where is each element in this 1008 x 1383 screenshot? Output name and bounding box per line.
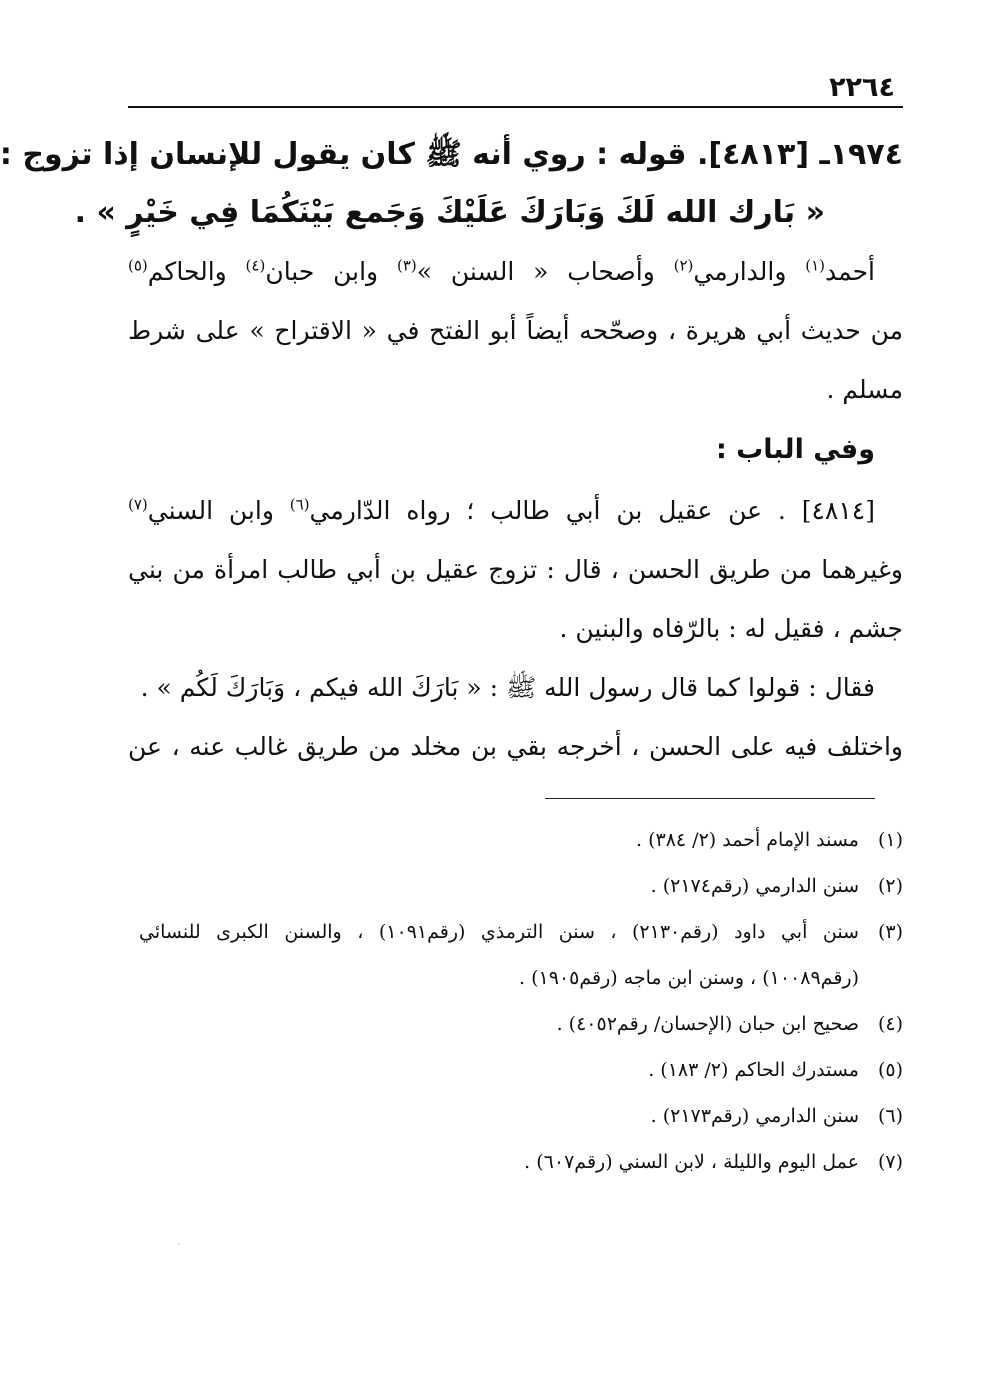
paragraph-line — [128, 242, 903, 301]
scan-speck — [178, 1243, 180, 1245]
footnote-marker[interactable]: (٥) — [128, 256, 148, 275]
footnote-marker[interactable]: (٧) — [128, 495, 148, 514]
paragraph-line: وغيرهما من طريق الحسن ، قال : تزوج عقيل بن أبي طالب امرأة من بني — [128, 555, 903, 584]
text-segment: والدارمي — [693, 257, 806, 286]
paragraph-line: فقال : قولوا كما قال رسول الله ﷺ : « بَارَكَ الله فيكم ، وَبَارَكَ لَكُم » . — [140, 673, 875, 702]
footnote-item — [128, 1001, 903, 1047]
footnote-text: مستدرك الحاكم (٢/ ١٨٣) . — [648, 1059, 859, 1081]
paragraph-line: مسلم . — [826, 375, 903, 404]
footnote-marker[interactable]: (٢) — [673, 256, 694, 275]
footnote-text: مسند الإمام أحمد (٢/ ٣٨٤) . — [636, 829, 859, 851]
text-segment: أحمد — [825, 257, 876, 286]
hadith-entry — [0, 126, 903, 242]
footnote-marker[interactable]: (٦) — [289, 495, 310, 514]
footnote-item — [128, 1139, 903, 1185]
paragraph-line: واختلف فيه على الحسن ، أخرجه بقي بن مخلد من طريق غالب عنه ، عن — [128, 732, 903, 761]
footnote-marker[interactable]: (٤) — [245, 256, 266, 275]
footnote-number: (٧) — [877, 1151, 903, 1173]
footnote-text: سنن الدارمي (رقم٢١٧٣) . — [650, 1105, 859, 1127]
footnote-item — [128, 863, 903, 909]
page-header — [128, 60, 903, 108]
footnote-number: (١) — [877, 829, 903, 851]
footnote-text: صحيح ابن حبان (الإحسان/ رقم٤٠٥٢) . — [556, 1013, 859, 1035]
paragraph-line — [128, 481, 903, 540]
footnote-marker[interactable]: (٣) — [396, 256, 417, 275]
footnote-item — [128, 817, 903, 863]
footnotes-list — [128, 817, 903, 1185]
footnote-text: سنن الدارمي (رقم٢١٧٤) . — [650, 875, 859, 897]
footnote-text: سنن أبي داود (رقم٢١٣٠) ، سنن الترمذي (رقم١٠٩١) ، والسنن الكبرى للنسائي — [139, 921, 859, 943]
footnote-number: (٢) — [877, 875, 903, 897]
text-segment: وابن السني — [147, 496, 290, 525]
text-segment: وابن حبان — [265, 257, 397, 286]
footnote-item — [128, 909, 903, 955]
page-number: ٢٢٦٤ — [829, 72, 895, 103]
footnote-continuation: (رقم١٠٠٨٩) ، وسنن ابن ماجه (رقم١٩٠٥) . — [519, 967, 859, 989]
takhrij-paragraph — [128, 242, 903, 419]
text-segment: [٤٨١٤] . عن عقيل بن أبي طالب ؛ رواه الدّارمي — [309, 496, 875, 525]
footnote-item — [128, 1047, 903, 1093]
footnote-number: (٦) — [877, 1105, 903, 1127]
hadith-quote: « بَارك الله لَكَ وَبَارَكَ عَلَيْكَ وَجَمع بَيْنَكُمَا فِي خَيْرٍ » . — [74, 195, 825, 230]
paragraph-line: جشم ، فقيل له : بالرّفاه والبنين . — [559, 614, 903, 643]
footnote-number: (٥) — [877, 1059, 903, 1081]
book-page — [0, 60, 903, 1185]
paragraph-line: من حديث أبي هريرة ، وصحّحه أيضاً أبو الفتح في « الاقتراح » على شرط — [128, 316, 903, 345]
footnote-item — [128, 1093, 903, 1139]
footnote-number: (٤) — [877, 1013, 903, 1035]
narration-paragraph — [128, 658, 903, 776]
related-hadith-paragraph — [128, 481, 903, 658]
section-heading: وفي الباب : — [715, 434, 875, 465]
text-segment: وأصحاب « السنن » — [416, 257, 674, 286]
text-segment: والحاكم — [147, 257, 246, 286]
hadith-title: ١٩٧٤ـ [٤٨١٣]. قوله : روي أنه ﷺ كان يقول للإنسان إذا تزوج : — [0, 137, 903, 172]
footnote-number: (٣) — [877, 921, 903, 943]
footnote-divider — [545, 798, 875, 799]
footnote-text: عمل اليوم والليلة ، لابن السني (رقم٦٠٧) . — [524, 1151, 859, 1173]
footnote-marker[interactable]: (١) — [805, 256, 826, 275]
